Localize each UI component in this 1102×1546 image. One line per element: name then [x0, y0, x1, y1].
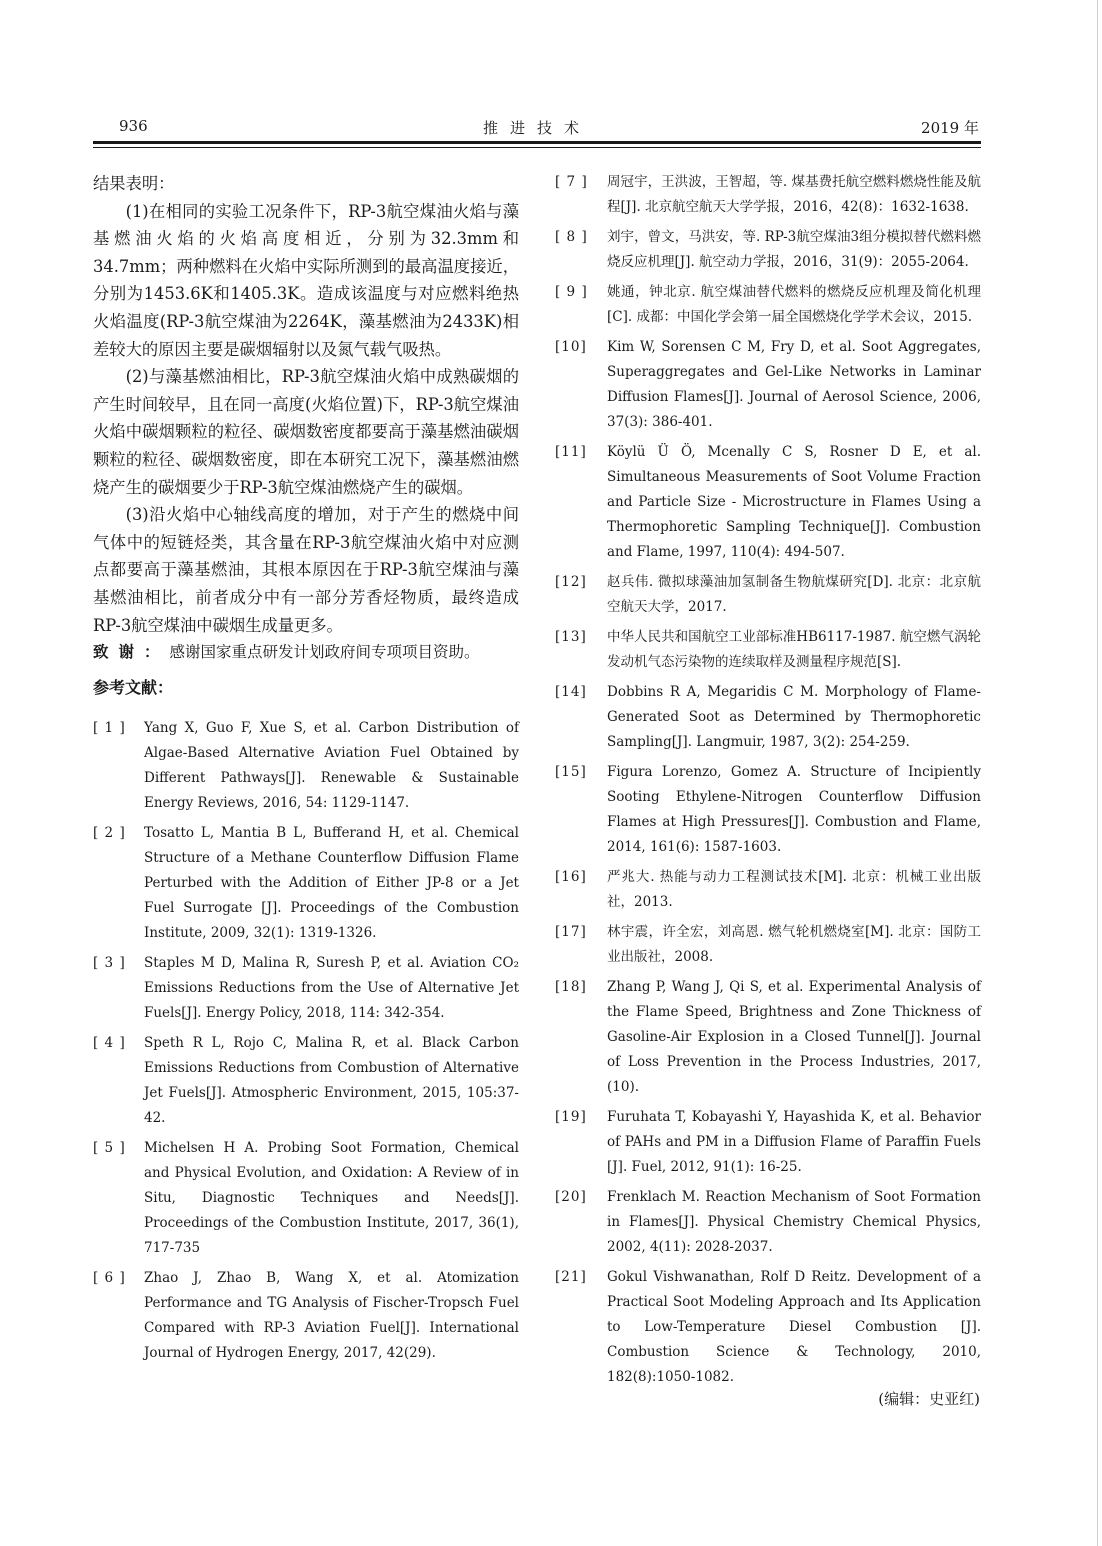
reference-text: Dobbins R A, Megaridis C M. Morphology of Flame-Generated Soot as Determined by Thermophoretic Sampling[J]. Langmuir, 1987, 3(2): 254-259. — [607, 684, 981, 750]
reference-item — [93, 1031, 519, 1131]
reference-item — [555, 440, 981, 565]
reference-text: Kim W, Sorensen C M, Fry D, et al. Soot Aggregates, Superaggregates and Gel-Like Networks in Laminar Diffusion Flames[J]. Journal of Aerosol Science, 2006, 37(3): 386-401. — [607, 339, 981, 430]
reference-text: Zhao J, Zhao B, Wang X, et al. Atomization Performance and TG Analysis of Fischer-Tropsch Fuel Compared with RP-3 Aviation Fuel[J]. International Journal of Hydrogen Energy, 2017, 42(29). — [144, 1269, 519, 1361]
right-column — [555, 170, 981, 1395]
acknowledgement — [93, 639, 519, 667]
reference-text: Gokul Vishwanathan, Rolf D Reitz. Development of a Practical Soot Modeling Approach and Its Application to Low-Temperature Diesel Combustion [J]. Combustion Science & Technology, 2010, 182(8):1050-1082. — [607, 1269, 981, 1385]
reference-number: [13] — [555, 629, 587, 645]
reference-number: [17] — [555, 924, 587, 940]
reference-text: Yang X, Guo F, Xue S, et al. Carbon Distribution of Algae-Based Alternative Aviation Fuel Obtained by Different Pathways[J]. Renewable & Sustainable Energy Reviews, 2016, 54: 1129-1147. — [144, 719, 519, 811]
reference-item — [555, 570, 981, 620]
reference-text: Tosatto L, Mantia B L, Bufferand H, et al. Chemical Structure of a Methane Counterflow Diffusion Flame Perturbed with the Addition of Either JP-8 or a Jet Fuel Surrogate [J]. Proceedings of the Combustion Institute, 2009, 32(1): 1319-1326. — [144, 824, 519, 941]
reference-number: [ 2 ] — [93, 824, 126, 841]
reference-text: Zhang P, Wang J, Qi S, et al. Experimental Analysis of the Flame Speed, Brightness and Zone Thickness of Gasoline-Air Explosion in a Closed Tunnel[J]. Journal of Loss Prevention in the Process Industries, 2017, (10). — [607, 979, 981, 1095]
conclusion-paragraph-3: (3)沿火焰中心轴线高度的增加，对于产生的燃烧中间气体中的短链烃类，其含量在RP-3航空煤油火焰中对应测点都要高于藻基燃油，其根本原因在于RP-3航空煤油与藻基燃油相比，前者成分中有一部分芳香烃物质，最终造成RP-3航空煤油中碳烟生成量更多。 — [93, 505, 519, 635]
reference-text: Köylü Ü Ö, Mcenally C S, Rosner D E, et al. Simultaneous Measurements of Soot Volume Fraction and Particle Size - Microstructure in Flames Using a Thermophoretic Sampling Technique[J]. Combustion and Flame, 1997, 110(4): 494-507. — [607, 444, 981, 560]
reference-number: [11] — [555, 444, 587, 460]
reference-text: Frenklach M. Reaction Mechanism of Soot Formation in Flames[J]. Physical Chemistry Chemical Physics, 2002, 4(11): 2028-2037. — [607, 1189, 981, 1255]
reference-number: [ 5 ] — [93, 1139, 126, 1156]
reference-text: 赵兵伟. 微拟球藻油加氢制备生物航煤研究[D]. 北京：北京航空航天大学，2017. — [607, 574, 981, 615]
reference-item — [555, 225, 981, 275]
reference-number: [10] — [555, 339, 587, 355]
reference-text: Staples M D, Malina R, Suresh P, et al. Aviation CO₂ Emissions Reductions from the Use of Alternative Jet Fuels[J]. Energy Policy, 2018, 114: 342-354. — [144, 954, 519, 1021]
reference-number: [16] — [555, 869, 587, 885]
reference-text: 中华人民共和国航空工业部标准HB6117-1987. 航空燃气涡轮发动机气态污染物的连续取样及测量程序规范[S]. — [607, 629, 981, 670]
reference-number: [ 7 ] — [555, 174, 588, 190]
reference-item — [93, 821, 519, 946]
reference-item — [555, 625, 981, 675]
conclusion-intro: 结果表明： — [93, 174, 175, 193]
conclusion-paragraph-2: (2)与藻基燃油相比，RP-3航空煤油火焰中成熟碳烟的产生时间较早，且在同一高度(火焰位置)下，RP-3航空煤油火焰中碳烟颗粒的粒径、碳烟数密度都要高于藻基燃油碳烟颗粒的粒径、碳烟数密度，即在本研究工况下，藻基燃油燃烧产生的碳烟要少于RP-3航空煤油燃烧产生的碳烟。 — [93, 367, 519, 497]
left-column — [93, 170, 519, 1371]
reference-text: 周冠宇，王洪波，王智超，等. 煤基费托航空燃料燃烧性能及航程[J]. 北京航空航天大学学报，2016，42(8)：1632-1638. — [607, 174, 981, 215]
reference-number: [15] — [555, 764, 587, 780]
reference-item — [555, 680, 981, 755]
reference-number: [ 1 ] — [93, 719, 126, 736]
journal-title: 推进技术 — [482, 119, 591, 137]
reference-number: [ 8 ] — [555, 229, 588, 245]
reference-number: [18] — [555, 979, 587, 995]
reference-number: [ 4 ] — [93, 1034, 126, 1051]
acknowledgement-label: 致谢： — [93, 643, 170, 662]
reference-number: [21] — [555, 1269, 587, 1285]
page-number: 936 — [119, 117, 148, 135]
reference-item — [555, 1185, 981, 1260]
reference-text: 林宇震，许全宏，刘高恩. 燃气轮机燃烧室[M]. 北京：国防工业出版社，2008. — [607, 924, 981, 965]
reference-item — [555, 975, 981, 1100]
reference-item — [555, 170, 981, 220]
reference-number: [20] — [555, 1189, 587, 1205]
reference-number: [14] — [555, 684, 587, 700]
reference-text: 严兆大. 热能与动力工程测试技术[M]. 北京：机械工业出版社，2013. — [607, 869, 981, 910]
reference-text: Michelsen H A. Probing Soot Formation, Chemical and Physical Evolution, and Oxidation: A Review of in Situ, Diagnostic Techniques and Needs[J]. Proceedings of the Combustion Institute, 2017, 36(1), 717-735 — [144, 1139, 519, 1256]
reference-number: [ 9 ] — [555, 284, 588, 300]
reference-item — [555, 760, 981, 860]
reference-item — [93, 716, 519, 816]
acknowledgement-text: 感谢国家重点研发计划政府间专项项目资助。 — [169, 643, 480, 662]
reference-text: Figura Lorenzo, Gomez A. Structure of Incipiently Sooting Ethylene-Nitrogen Counterflow Diffusion Flames at High Pressures[J]. Combustion and Flame, 2014, 161(6): 1587-1603. — [607, 764, 981, 855]
reference-item — [555, 920, 981, 970]
reference-item — [555, 1105, 981, 1180]
reference-item — [555, 865, 981, 915]
reference-number: [ 3 ] — [93, 954, 126, 971]
reference-item — [93, 1136, 519, 1261]
page-edge-line — [1097, 0, 1098, 1546]
conclusion-paragraph-1: (1)在相同的实验工况条件下，RP-3航空煤油火焰与藻基燃油火焰的火焰高度相近，分别为32.3mm和34.7mm；两种燃料在火焰中实际所测到的最高温度接近，分别为1453.6K和1405.3K。造成该温度与对应燃料绝热火焰温度(RP-3航空煤油为2264K，藻基燃油为2433K)相差较大的原因主要是碳烟辐射以及氮气载气吸热。 — [93, 201, 519, 359]
reference-number: [19] — [555, 1109, 587, 1125]
reference-item — [93, 1266, 519, 1366]
reference-number: [ 6 ] — [93, 1269, 126, 1286]
reference-item — [555, 280, 981, 330]
reference-number: [12] — [555, 574, 587, 590]
reference-text: 姚通，钟北京. 航空煤油替代燃料的燃烧反应机理及简化机理[C]. 成都：中国化学会第一届全国燃烧化学学术会议，2015. — [607, 284, 981, 325]
publication-year: 2019 年 — [921, 119, 979, 137]
reference-item — [555, 1265, 981, 1390]
running-header — [93, 117, 981, 141]
references-heading: 参考文献： — [93, 677, 174, 697]
header-rule-thin — [93, 147, 981, 148]
header-rule-thick — [93, 141, 981, 144]
reference-item — [555, 335, 981, 435]
reference-text: Speth R L, Rojo C, Malina R, et al. Black Carbon Emissions Reductions from Combustion of Alternative Jet Fuels[J]. Atmospheric Environment, 2015, 105:37-42. — [144, 1034, 519, 1126]
reference-text: Furuhata T, Kobayashi Y, Hayashida K, et al. Behavior of PAHs and PM in a Diffusion Flame of Paraffin Fuels [J]. Fuel, 2012, 91(1): 16-25. — [607, 1109, 981, 1175]
editor-credit: (编辑：史亚红) — [878, 1390, 980, 1408]
reference-item — [93, 951, 519, 1026]
reference-text: 刘宇，曾文，马洪安，等. RP-3航空煤油3组分模拟替代燃料燃烧反应机理[J]. 航空动力学报，2016，31(9)：2055-2064. — [607, 229, 981, 270]
